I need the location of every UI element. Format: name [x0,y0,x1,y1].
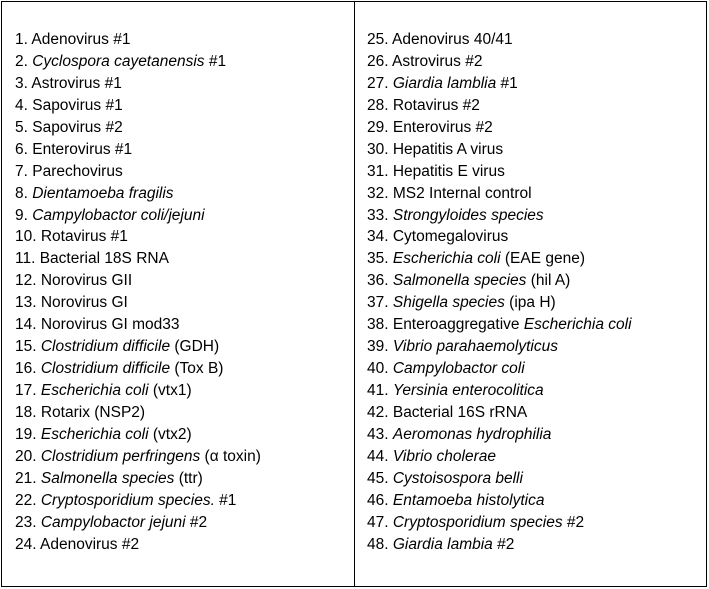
list-item [367,534,706,556]
list-item [367,512,706,534]
item-text: 36. [367,272,393,290]
item-text: 44. [367,447,393,465]
organism-name: Strongyloides species [392,206,544,224]
item-text: 8. [15,184,33,202]
organism-name: Clostridium difficile [40,360,171,378]
item-text: 15. [15,338,41,356]
item-text: 4. Sapovirus #1 [15,96,123,114]
organism-name: Vibrio cholerae [392,447,496,465]
organism-name: Cystoisospora belli [392,469,523,487]
organism-name: Salmonella species [392,272,527,290]
item-text: 37. [367,294,393,312]
item-text: 22. [15,491,41,509]
list-item [367,314,706,336]
list-item [15,468,354,490]
list-item [15,380,354,402]
item-text: 27. [367,74,393,92]
item-text: 18. Rotarix (NSP2) [15,403,146,421]
organism-name: Escherichia coli [40,425,149,443]
list-item [367,205,706,227]
list-item [15,446,354,468]
item-text: (GDH) [170,338,220,356]
item-text: 3. Astrovirus #1 [15,74,122,92]
list-item [15,226,354,248]
item-text: 14. Norovirus GI mod33 [15,316,180,334]
item-text: #1 [204,52,227,70]
item-text: 11. Bacterial 18S RNA [15,250,169,268]
organism-name: Cryptosporidium species. [40,491,215,509]
item-text: 12. Norovirus GII [15,272,133,290]
list-item [15,270,354,292]
column-left [2,2,355,586]
list-item [15,314,354,336]
item-text: 21. [15,469,41,487]
list-item [367,446,706,468]
item-text: 23. [15,513,41,531]
list-item [367,29,706,51]
item-text: 30. Hepatitis A virus [367,140,504,158]
organism-name: Giardia lambia [392,535,493,553]
list-item [367,270,706,292]
list-item [367,468,706,490]
item-text: 48. [367,535,393,553]
organism-name: Campylobactor coli/jejuni [32,206,205,224]
item-text: (ipa H) [504,294,556,312]
organism-name: Clostridium difficile [40,338,171,356]
item-text: 16. [15,360,41,378]
list-item [367,183,706,205]
item-text: 10. Rotavirus #1 [15,228,128,246]
item-text: 32. MS2 Internal control [367,184,532,202]
list-item [367,226,706,248]
item-text: 31. Hepatitis E virus [367,162,505,180]
item-text: 35. [367,250,393,268]
list-item [15,73,354,95]
item-text: (vtx1) [148,382,192,399]
organism-name: Aeromonas hydrophilia [392,425,552,443]
list-item [367,139,706,161]
organism-name: Shigella species [392,294,505,312]
organism-name: Escherichia coli [40,382,149,399]
list-item [15,292,354,314]
item-text: 7. Parechovirus [15,162,123,180]
item-text: 24. Adenovirus #2 [15,535,140,553]
organism-name: Campylobactor jejuni [40,513,186,531]
list-item [367,490,706,512]
organism-name: Escherichia coli [392,250,501,268]
item-text: 13. Norovirus GI [15,294,128,312]
item-text: 19. [15,425,41,443]
item-text: (vtx2) [148,425,192,443]
item-text: 20. [15,447,41,465]
item-text: 34. Cytomegalovirus [367,228,509,246]
item-text: 25. Adenovirus 40/41 [367,31,513,48]
list-item [15,205,354,227]
organism-name: Giardia lamblia [392,74,497,92]
organism-name: Yersinia enterocolitica [392,382,544,399]
list-item [15,512,354,534]
item-text: #2 [562,513,585,531]
item-text: (hil A) [526,272,571,290]
item-text: 42. Bacterial 16S rRNA [367,403,528,421]
list-item [15,117,354,139]
item-text: (ttr) [174,469,203,487]
organism-name: Cryptosporidium species [392,513,563,531]
item-text: 2. [15,52,33,70]
item-text: 45. [367,469,393,487]
item-text: 6. Enterovirus #1 [15,140,133,158]
list-item [15,402,354,424]
item-text: 43. [367,425,393,443]
item-text: 41. [367,382,393,399]
item-text: 9. [15,206,33,224]
item-text: #1 [214,491,237,509]
item-text: 28. Rotavirus #2 [367,96,480,114]
list-item [367,117,706,139]
list-item [367,336,706,358]
item-text: #1 [496,74,518,92]
item-text: 47. [367,513,393,531]
item-text: (α toxin) [200,447,261,465]
list-item [367,402,706,424]
item-text: 46. [367,491,393,509]
list-item [15,139,354,161]
item-text: #2 [492,535,515,553]
list-item [15,51,354,73]
list-item [367,73,706,95]
organism-name: Salmonella species [40,469,175,487]
list-item [15,490,354,512]
list-item [15,183,354,205]
list-item [15,534,354,556]
item-text: #2 [185,513,208,531]
item-text: (Tox B) [170,360,224,378]
list-item [367,95,706,117]
item-text: 33. [367,206,393,224]
item-text: 1. Adenovirus #1 [15,31,131,48]
organism-name: Dientamoeba fragilis [32,184,174,202]
item-text: 17. [15,382,41,399]
list-item [15,248,354,270]
organism-name: Escherichia coli [523,316,632,334]
item-text: 26. Astrovirus #2 [367,52,483,70]
item-text: 40. [367,360,393,378]
list-item [367,161,706,183]
list-item [367,358,706,380]
item-text: (EAE gene) [500,250,585,268]
organism-name: Entamoeba histolytica [392,491,545,509]
column-right [355,2,706,586]
organism-name: Cyclospora cayetanensis [32,52,205,70]
list-item [367,292,706,314]
item-text: 38. Enteroaggregative [367,316,524,334]
list-item [15,424,354,446]
list-item [367,248,706,270]
target-list-table [1,1,707,587]
list-item [367,424,706,446]
list-item [15,358,354,380]
list-item [367,380,706,402]
item-text: 39. [367,338,393,356]
list-item [15,95,354,117]
organism-name: Campylobactor coli [392,360,525,378]
item-text: 29. Enterovirus #2 [367,118,493,136]
list-item [15,336,354,358]
organism-name: Clostridium perfringens [40,447,201,465]
list-item [15,29,354,51]
list-item [15,161,354,183]
list-item [367,51,706,73]
item-text: 5. Sapovirus #2 [15,118,123,136]
organism-name: Vibrio parahaemolyticus [392,338,558,356]
